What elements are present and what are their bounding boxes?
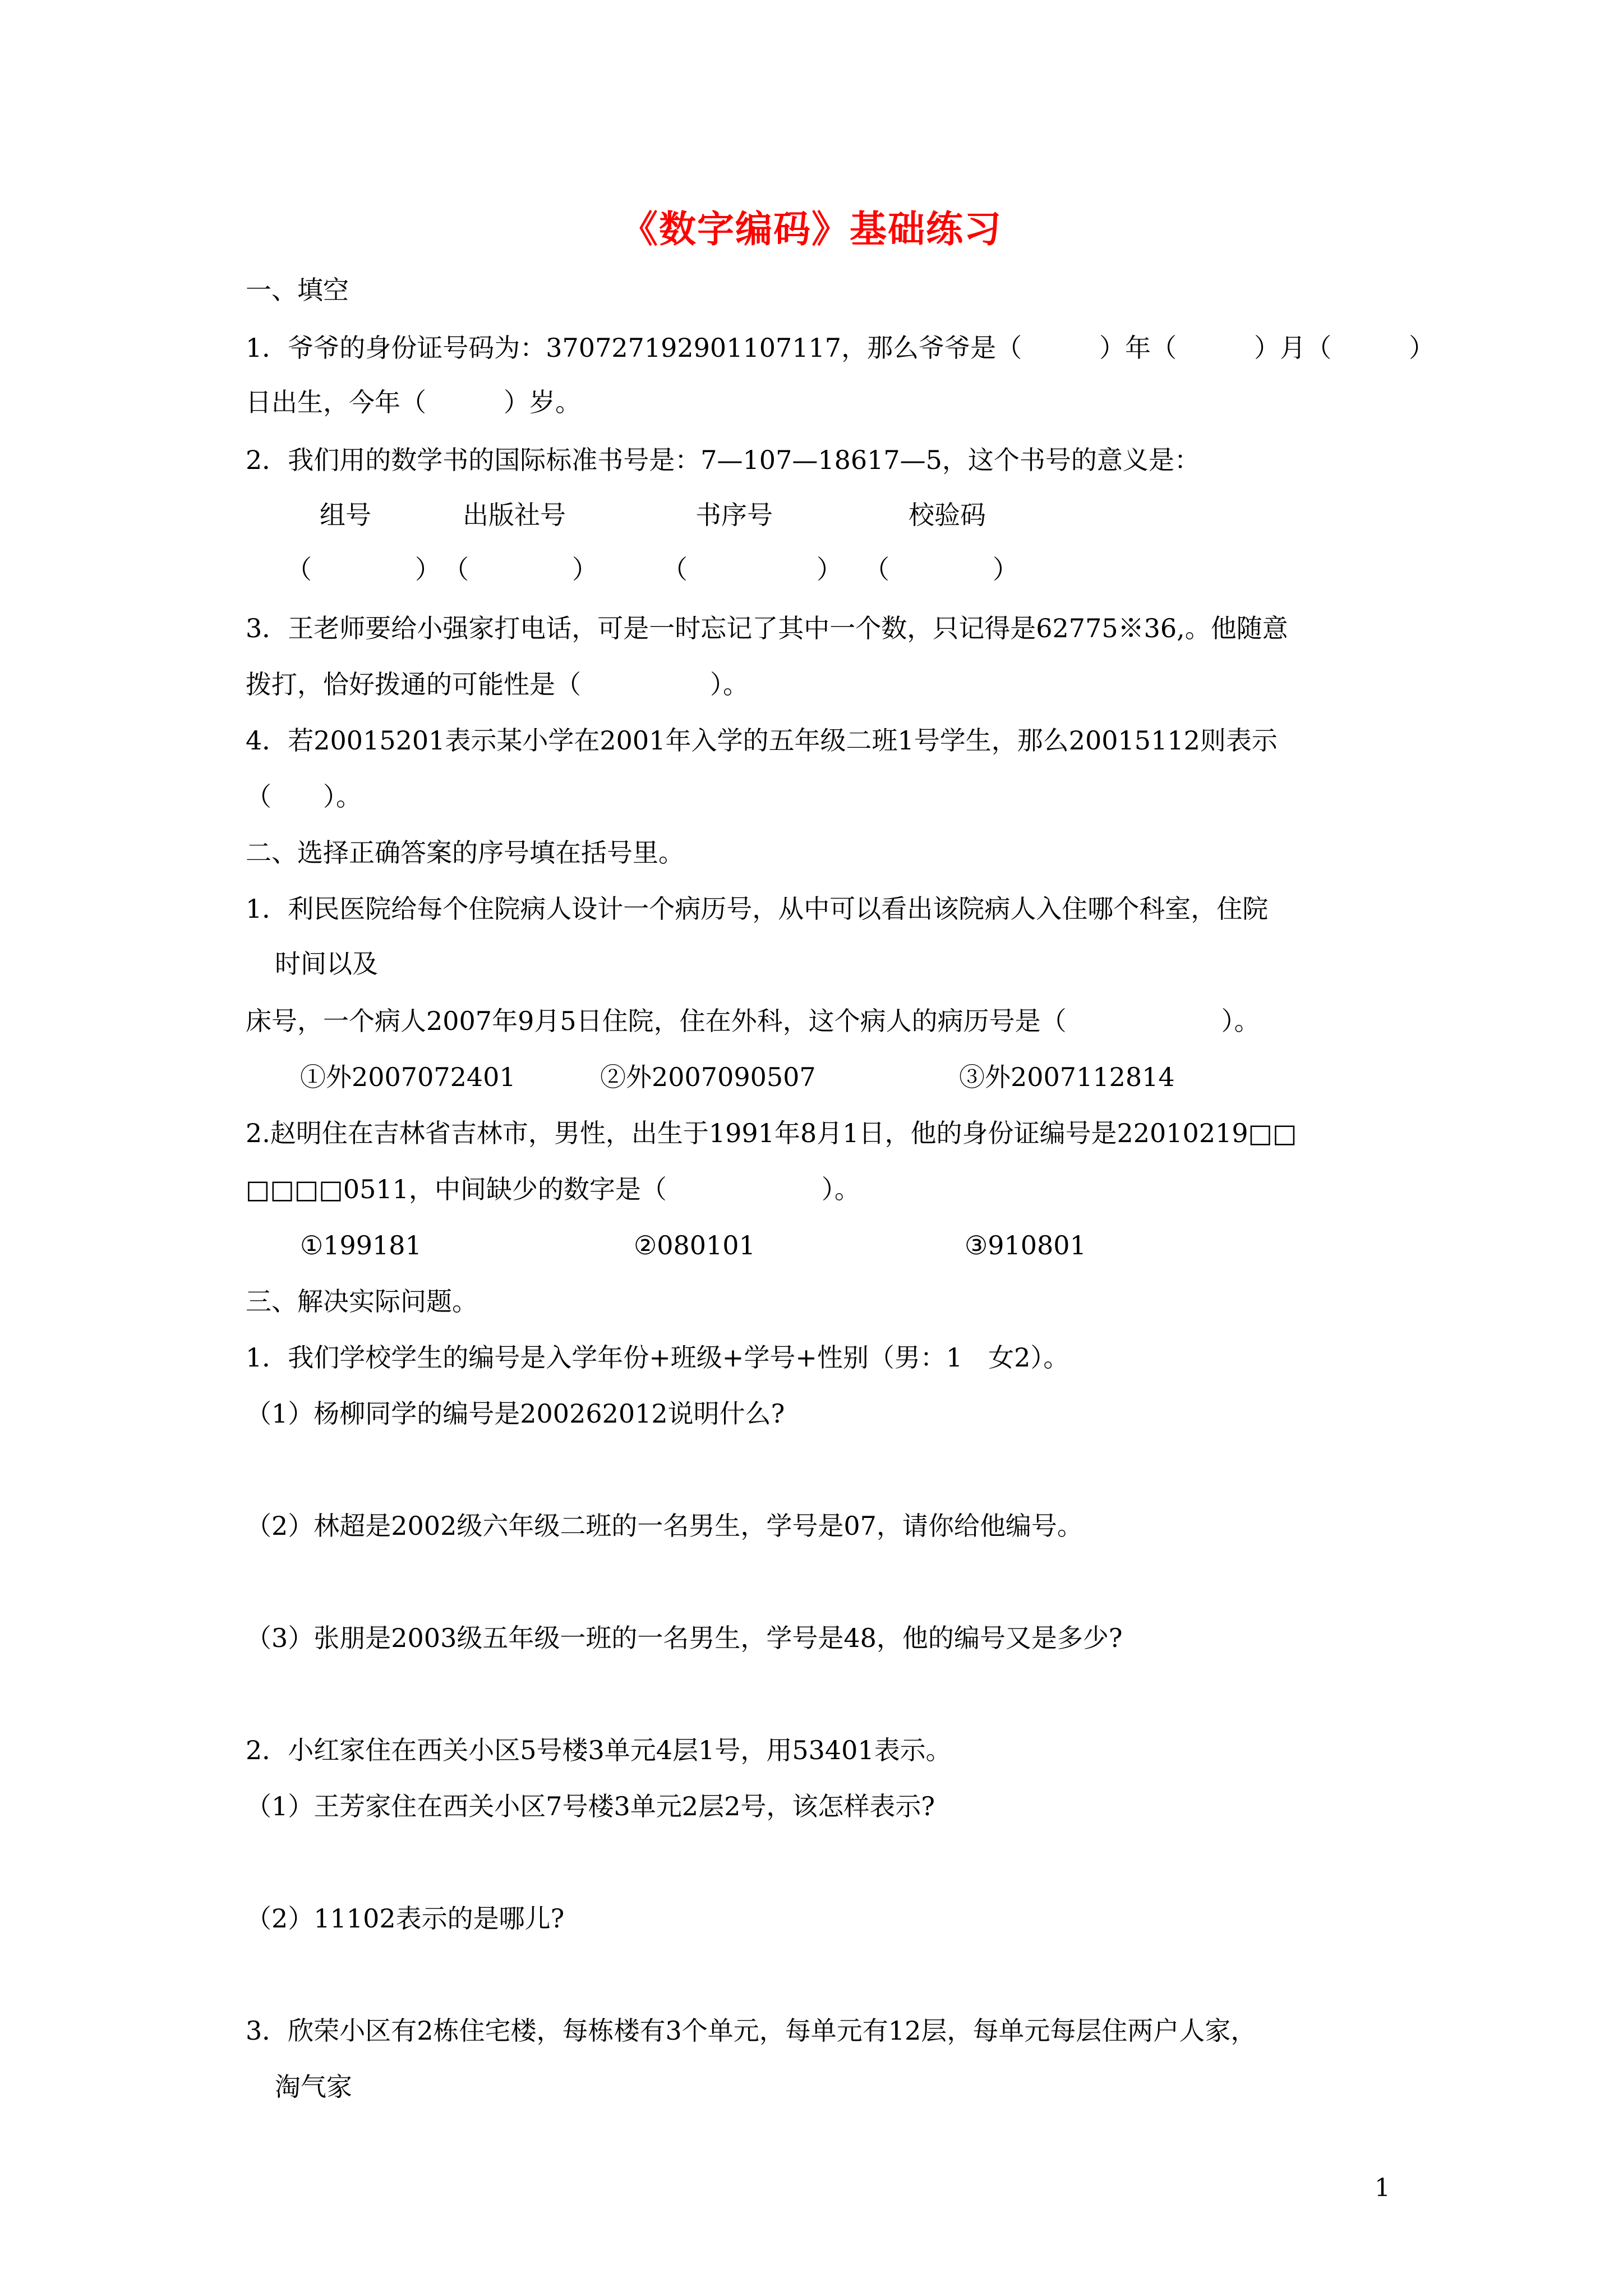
sec2-q2-option-2: ②080101 (634, 1230, 755, 1260)
sec2-q1-line1: 1．利民医院给每个住院病人设计一个病历号，从中可以看出该院病人入住哪个科室，住院 (246, 894, 1269, 924)
sec2-q2-option-1: ①199181 (300, 1230, 422, 1260)
sec1-q4-line2: （ ）。 (246, 781, 362, 812)
sec3-q1-line1: 1．我们学校学生的编号是入学年份+班级+学号+性别（男：1 女2）。 (246, 1342, 1069, 1373)
sec1-q2-line1: 2．我们用的数学书的国际标准书号是：7—107—18617—5，这个书号的意义是： (246, 445, 1200, 475)
isbn-label-publisher: 出版社号 (463, 500, 566, 530)
sec2-q2-line2: □□□□0511，中间缺少的数字是（ ）。 (246, 1174, 860, 1204)
sec1-q3-line1: 3．王老师要给小强家打电话，可是一时忘记了其中一个数，只记得是62775※36,。他随意 (246, 613, 1288, 643)
sec2-q1-option-3: ③外2007112814 (959, 1062, 1175, 1092)
sec2-q2-line1: 2.赵明住在吉林省吉林市，男性，出生于1991年8月1日，他的身份证编号是22010219□□ (246, 1118, 1297, 1148)
isbn-blank-check-code: （ ） (864, 554, 1018, 585)
sec3-q2-sub1: （1）王芳家住在西关小区7号楼3单元2层2号，该怎样表示? (246, 1791, 935, 1821)
section-2-heading: 二、选择正确答案的序号填在括号里。 (246, 838, 684, 868)
sec1-q1-line2: 日出生，今年（ ）岁。 (246, 387, 581, 417)
sec2-q1-option-2: ②外2007090507 (600, 1062, 816, 1092)
sec3-q3-line2: 淘气家 (275, 2072, 352, 2102)
document-title: 《数字编码》基础练习 (621, 207, 1002, 251)
section-1-heading: 一、填空 (246, 275, 349, 305)
sec3-q2-sub2: （2）11102表示的是哪儿? (246, 1903, 565, 1934)
sec3-q1-sub3: （3）张朋是2003级五年级一班的一名男生，学号是48，他的编号又是多少? (246, 1623, 1123, 1653)
isbn-label-book-number: 书序号 (695, 500, 773, 530)
sec3-q1-sub2: （2）林超是2002级六年级二班的一名男生，学号是07，请你给他编号。 (246, 1511, 1083, 1541)
sec1-q3-line2: 拨打，恰好拨通的可能性是（ ）。 (246, 669, 749, 700)
sec2-q1-line3: 床号，一个病人2007年9月5日住院，住在外科，这个病人的病历号是（ ）。 (246, 1006, 1260, 1036)
isbn-label-check-code: 校验码 (909, 500, 986, 530)
sec3-q3-line1: 3．欣荣小区有2栋住宅楼，每栋楼有3个单元，每单元有12层，每单元每层住两户人家， (246, 2016, 1257, 2046)
sec1-q4-line1: 4．若20015201表示某小学在2001年入学的五年级二班1号学生，那么20015112则表示 (246, 725, 1278, 756)
isbn-blank-book-number: （ ） (662, 554, 842, 585)
sec3-q2-line1: 2．小红家住在西关小区5号楼3单元4层1号，用53401表示。 (246, 1735, 952, 1765)
sec1-q1-line1: 1．爷爷的身份证号码为：370727192901107117，那么爷爷是（ ）年（ ）月（ ） (246, 333, 1435, 363)
sec2-q1-option-1: ①外2007072401 (300, 1062, 516, 1092)
sec2-q1-line2: 时间以及 (275, 949, 378, 979)
section-3-heading: 三、解决实际问题。 (246, 1286, 478, 1317)
isbn-blank-group: （ ） (286, 554, 441, 585)
sec2-q2-option-3: ③910801 (965, 1230, 1086, 1260)
isbn-label-group: 组号 (320, 500, 371, 530)
sec3-q1-sub1: （1）杨柳同学的编号是200262012说明什么? (246, 1398, 785, 1429)
page-number: 1 (1375, 2174, 1390, 2202)
isbn-blank-publisher: （ ） (443, 554, 598, 585)
